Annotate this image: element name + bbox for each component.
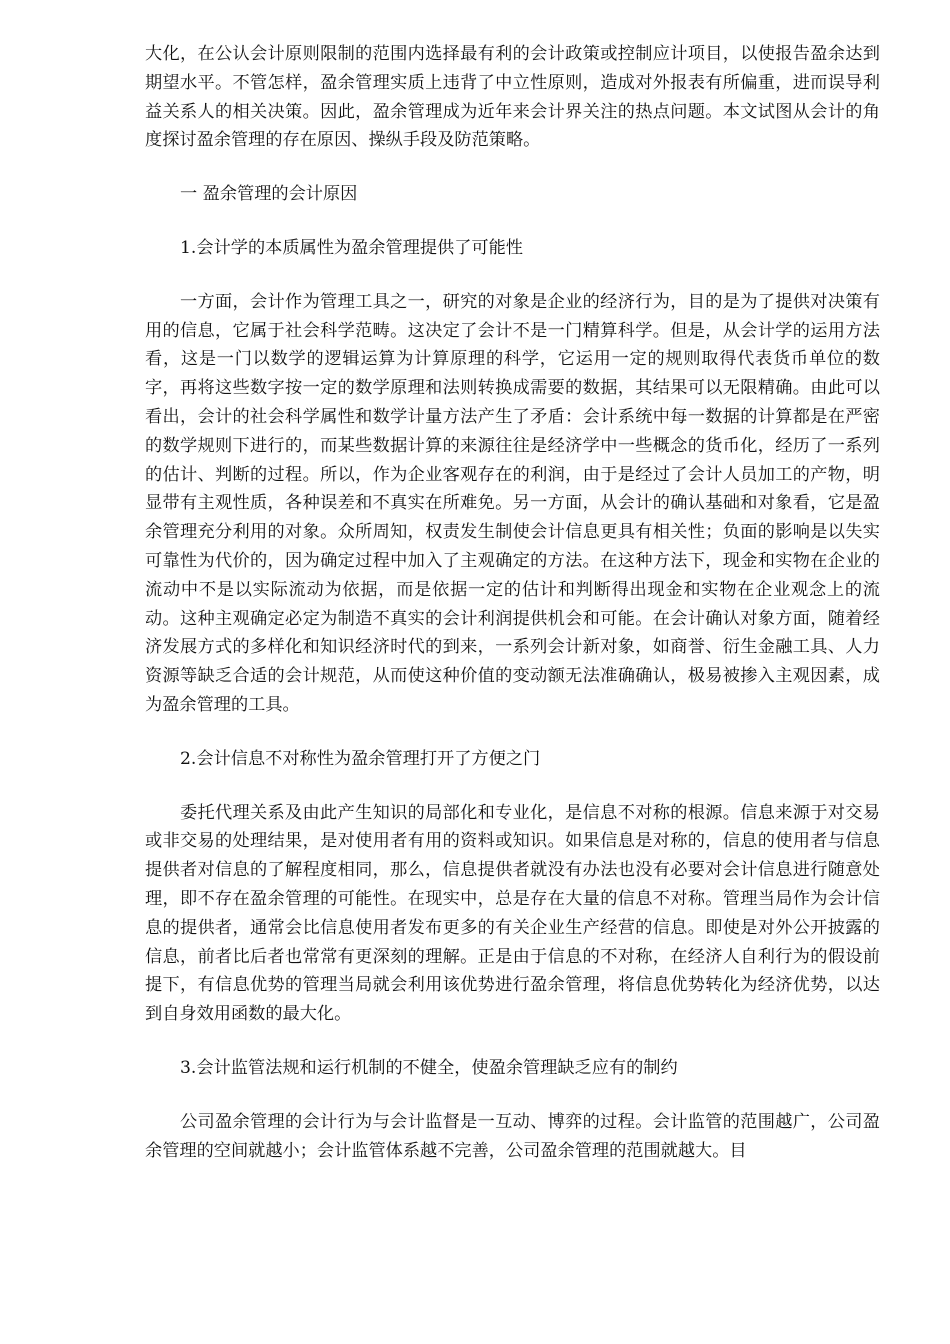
intro-paragraph: 大化，在公认会计原则限制的范围内选择最有利的会计政策或控制应计项目，以使报告盈余达到期望水平。不管怎样，盈余管理实质上违背了中立性原则，造成对外报表有所偏重，进而误导利益关系人的相关决策。因此，盈余管理成为近年来会计界关注的热点问题。本文试图从会计的角度探讨盈余管理的存在原因、操纵手段及防范策略。: [145, 44, 880, 151]
subsection-2-heading: 2.会计信息不对称性为盈余管理打开了方便之门: [180, 748, 541, 769]
subsection-2-body: 委托代理关系及由此产生知识的局部化和专业化，是信息不对称的根源。信息来源于对交易或非交易的处理结果，是对使用者有用的资料或知识。如果信息是对称的，信息的使用者与信息提供者对信息的了解程度相同，那么，信息提供者就没有办法也没有必要对会计信息进行随意处理，即不存在盈余管理的可能性。在现实中，总是存在大量的信息不对称。管理当局作为会计信息的提供者，通常会比信息使用者发布更多的有关企业生产经营的信息。即使是对外公开披露的信息，前者比后者也常常有更深刻的理解。正是由于信息的不对称，在经济人自利行为的假设前提下，有信息优势的管理当局就会利用该优势进行盈余管理，将信息优势转化为经济优势，以达到自身效用函数的最大化。: [145, 802, 880, 1025]
document-page: [145, 40, 880, 1165]
subsection-3-body: 公司盈余管理的会计行为与会计监督是一互动、博弈的过程。会计监管的范围越广，公司盈余管理的空间就越小；会计监管体系越不完善，公司盈余管理的范围就越大。目: [145, 1111, 880, 1161]
section-heading: 一 盈余管理的会计原因: [180, 184, 358, 205]
subsection-1-heading: 1.会计学的本质属性为盈余管理提供了可能性: [180, 237, 523, 258]
subsection-3-heading: 3.会计监管法规和运行机制的不健全，使盈余管理缺乏应有的制约: [180, 1057, 678, 1078]
subsection-1-body: 一方面，会计作为管理工具之一，研究的对象是企业的经济行为，目的是为了提供对决策有用的信息，它属于社会科学范畴。这决定了会计不是一门精算科学。但是，从会计学的运用方法看，这是一门以数学的逻辑运算为计算原理的科学，它运用一定的规则取得代表货币单位的数字，再将这些数字按一定的数学原理和法则转换成需要的数据，其结果可以无限精确。由此可以看出，会计的社会科学属性和数学计量方法产生了矛盾：会计系统中每一数据的计算都是在严密的数学规则下进行的，而某些数据计算的来源往往是经济学中一些概念的货币化，经历了一系列的估计、判断的过程。所以，作为企业客观存在的利润，由于是经过了会计人员加工的产物，明显带有主观性质，各种误差和不真实在所难免。另一方面，从会计的确认基础和对象看，它是盈余管理充分利用的对象。众所周知，权责发生制使会计信息更具有相关性；负面的影响是以失实可靠性为代价的，因为确定过程中加入了主观确定的方法。在这种方法下，现金和实物在企业的流动中不是以实际流动为依据，而是依据一定的估计和判断得出现金和实物在企业观念上的流动。这种主观确定必定为制造不真实的会计利润提供机会和可能。在会计确认对象方面，随着经济发展方式的多样化和知识经济时代的到来，一系列会计新对象，如商誉、衍生金融工具、人力资源等缺乏合适的会计规范，从而使这种价值的变动额无法准确确认，极易被掺入主观因素，成为盈余管理的工具。: [145, 291, 880, 715]
